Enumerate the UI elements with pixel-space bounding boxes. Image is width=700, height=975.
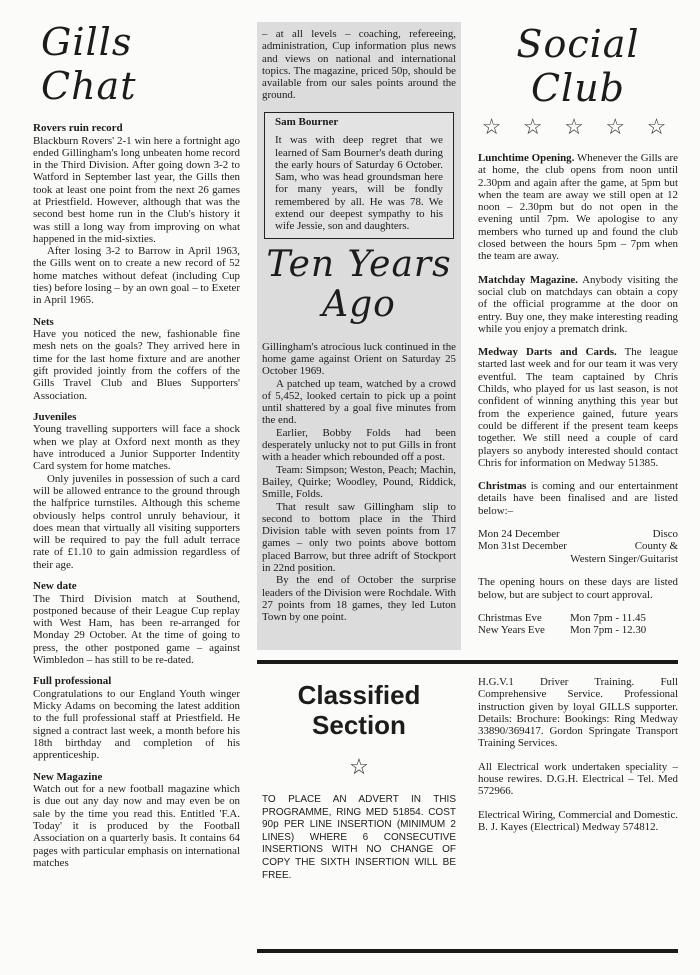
event-act-continued: Western Singer/Guitarist bbox=[570, 552, 678, 565]
section-text: is coming and our entertainment details have been finalised and are listed below:– bbox=[478, 480, 678, 517]
section-rovers-ruin-record bbox=[33, 122, 240, 307]
ten-years-ago-article bbox=[262, 341, 456, 624]
divider bbox=[257, 949, 678, 953]
star-row-icon: ☆ ☆ ☆ ☆ ☆ bbox=[481, 114, 675, 139]
section-text: Whenever the Gills are at home, the club opens from noon until 2.30pm and again after the game, at 5pm but when the team are away we still open at 12 noon – 2.30pm but do not open in the evening until 7pm. We apologise to any members who turned up and found the club closed between the hours 5pm – 7pm when the team are away. bbox=[478, 152, 679, 263]
section-heading: New Magazine bbox=[33, 770, 103, 783]
section-heading: Rovers ruin record bbox=[33, 122, 123, 134]
social-club-title: Social Club bbox=[516, 22, 640, 110]
classified-ad: H.G.V.1 Driver Training. Full Comprehensive Service. Professional instruction given by loyal GILLS supporter. Details: Brochure: Bookings: Ring Medway 33890/369417. Gordon Springate Transport Training Services. bbox=[478, 676, 678, 750]
paragraph: Earlier, Bobby Folds had been desperately unlucky not to put Gills in front with a header which rebounded off a post. bbox=[262, 426, 456, 464]
sam-bourner-text: It was with deep regret that we learned of Sam Bourner's death during the early hours of Saturday 6 October. Sam, who was head groundsman here for many years, will be fondly remembered by all. He was 78. We extend our deepest sympathy to his wife Jessie, son and daughters. bbox=[275, 134, 443, 233]
section-lead: Lunchtime Opening. bbox=[478, 152, 575, 164]
paragraph: By the end of October the surprise leaders of the Division were Rochdale. With 27 points from 18 games, they led Luton Town by one point. bbox=[262, 574, 456, 624]
social-section bbox=[478, 346, 678, 469]
advert-pricing-note: TO PLACE AN ADVERT IN THIS PROGRAMME, RING MED 51854. COST 90p PER LINE INSERTION (MINIMUM 2 LINES) WHERE 6 CONSECUTIVE INSERTIONS WITH NO CHANGE OF COPY THE SIXTH INSERTION WILL BE FREE. bbox=[262, 794, 456, 881]
section-new-date bbox=[33, 580, 240, 666]
classified-ad: All Electrical work undertaken speciality – house rewires. D.G.H. Electrical – Tel. Med 572966. bbox=[478, 760, 678, 798]
ten-years-title-line: Ago bbox=[322, 283, 396, 325]
classified-ad: Electrical Wiring, Commercial and Domestic. B. J. Kayes (Electrical) Medway 574812. bbox=[478, 808, 678, 833]
classified-title-line: Classified bbox=[297, 680, 421, 710]
section-text: The league started last week and for our team it was very eventful. The team captained by Chris Childs, who played for us last season, is not confident of winning anything this year but from the experience gained, future years could be different if the present team keeps together. We still need a couple of card players so anybody interested should contact Chris for information on Medway 51385. bbox=[478, 346, 678, 469]
hours-note: The opening hours on these days are listed below, but are subject to court approval. bbox=[478, 576, 678, 601]
star-icon: ☆ bbox=[349, 754, 369, 779]
hours-row bbox=[478, 624, 678, 636]
event-act: Disco bbox=[652, 528, 678, 541]
ten-years-title-line: Ten Years bbox=[266, 243, 452, 285]
section-heading: Juveniles bbox=[33, 410, 77, 423]
gills-chat-column bbox=[33, 20, 240, 869]
paragraph: Young travelling supporters will face a shock when we play at Oxford next month as they have introduced a Junior Supporter Indentity Card system for home matches. bbox=[33, 423, 240, 473]
classified-title bbox=[262, 680, 456, 740]
social-section bbox=[478, 274, 678, 335]
social-section bbox=[478, 480, 678, 517]
social-club-column bbox=[478, 22, 678, 637]
paragraph: Congratulations to our England Youth winger Micky Adams on becoming the latest addition to the full professional staff at Priestfield. He signed a contract last week, a month before his 18th birthday and completion of his apprenticeship. bbox=[33, 687, 240, 762]
hours-list bbox=[478, 612, 678, 637]
classified-title-line: Section bbox=[312, 710, 406, 740]
section-lead: Christmas bbox=[478, 480, 527, 493]
events-list bbox=[478, 528, 678, 565]
section-heading: Nets bbox=[33, 315, 54, 328]
gills-chat-title: Gills Chat bbox=[41, 20, 137, 108]
sam-bourner-box bbox=[264, 112, 454, 239]
classified-ads-column bbox=[478, 676, 678, 844]
event-date: Mon 31st December bbox=[478, 540, 567, 553]
hours-time: Mon 7pm - 12.30 bbox=[570, 624, 647, 637]
divider bbox=[257, 660, 678, 664]
paragraph: That result saw Gillingham slip to second to bottom place in the Third Division table with seven points from 17 games – only two points above bottom placed Barrow, but three adrift of Stockport in 22nd position. bbox=[262, 500, 456, 574]
ten-years-ago-title bbox=[262, 245, 456, 325]
paragraph: After losing 3-2 to Barrow in April 1963, the Gills went on to create a new record of 52 home matches without defeat (including Cup ties) before losing – by an own goal – to Exeter in April 1965. bbox=[33, 245, 240, 307]
section-heading: New date bbox=[33, 580, 77, 592]
event-row bbox=[478, 528, 678, 540]
section-heading: Full professional bbox=[33, 675, 112, 688]
paragraph: The Third Division match at Southend, postponed because of their League Cup replay with West Ham, has been re-arranged for Monday 29 October. At the time of going to press, the other postponed game – against Wimbledon – has still to be re-dated. bbox=[33, 592, 240, 666]
section-juveniles bbox=[33, 411, 240, 571]
section-new-magazine bbox=[33, 771, 240, 870]
section-lead: Matchday Magazine. bbox=[478, 273, 578, 286]
section-full-professional bbox=[33, 675, 240, 761]
paragraph: Blackburn Rovers' 2-1 win here a fortnight ago ended Gillingham's long unbeaten home record in the Third Division. After going down 3-2 to Watford in September last year, the Gills then took at least one point from the next 26 games at Priestfield. However, although that was the second best home run in the Club's history it was still a long way from improving on what happened in the mid-sixties. bbox=[33, 134, 240, 245]
paragraph: A patched up team, watched by a crowd of 5,452, looked certain to pick up a point until shattered by a goal five minutes from the end. bbox=[262, 377, 456, 427]
classified-header-column bbox=[257, 676, 461, 882]
paragraph: Gillingham's atrocious luck continued in the home game against Orient on Saturday 25 October 1969. bbox=[262, 340, 456, 378]
paragraph: Have you noticed the new, fashionable fine mesh nets on the goals? They arrived here in time for the last home fixture and are another gift provided jointly from the coffers of the Gills Travel Club and Blues Supporters' Association. bbox=[33, 328, 240, 402]
hours-time: Mon 7pm - 11.45 bbox=[570, 611, 646, 624]
section-text: Anybody visiting the social club on matchdays can obtain a copy of the official programme at the door on entry. Buy one, they make interesting reading while you enjoy a prematch drink. bbox=[478, 273, 678, 335]
section-lead: Medway Darts and Cards. bbox=[478, 346, 617, 359]
middle-column-panel bbox=[257, 22, 461, 650]
paragraph: Only juveniles in possession of such a card will be allowed entrance to the ground through the halfprice turnstiles. Although this scheme obviously helps control unruly behaviour, it does mean that virtually all visiting supporters will be required to pay the full adult terrace rate of £1.10 to gain admission regardless of their age. bbox=[33, 472, 240, 571]
hours-day: Christmas Eve bbox=[478, 611, 542, 624]
section-nets bbox=[33, 316, 240, 402]
event-date: Mon 24 December bbox=[478, 528, 560, 541]
hours-day: New Years Eve bbox=[478, 624, 545, 637]
magazine-continuation: – at all levels – coaching, refereeing, administration, Cup information plus news and views on national and international topics. The magazine, priced 50p, should be available from our sales points around the ground. bbox=[262, 28, 456, 102]
sam-bourner-heading: Sam Bourner bbox=[275, 115, 339, 128]
hours-row bbox=[478, 612, 678, 624]
paragraph: Team: Simpson; Weston, Peach; Machin, Bailey, Quirke; Woodley, Pound, Riddick, Smille, Folds. bbox=[262, 463, 456, 501]
event-act: County & bbox=[634, 540, 678, 553]
social-section bbox=[478, 152, 678, 263]
event-row bbox=[478, 540, 678, 552]
paragraph: Watch out for a new football magazine which is due out any day now and may even be on sale by the time you read this. Entitled 'F.A. Today' it is produced by the Football Association on a quarterly basis. It contains 64 pages with particular emphasis on international matches bbox=[33, 783, 240, 869]
